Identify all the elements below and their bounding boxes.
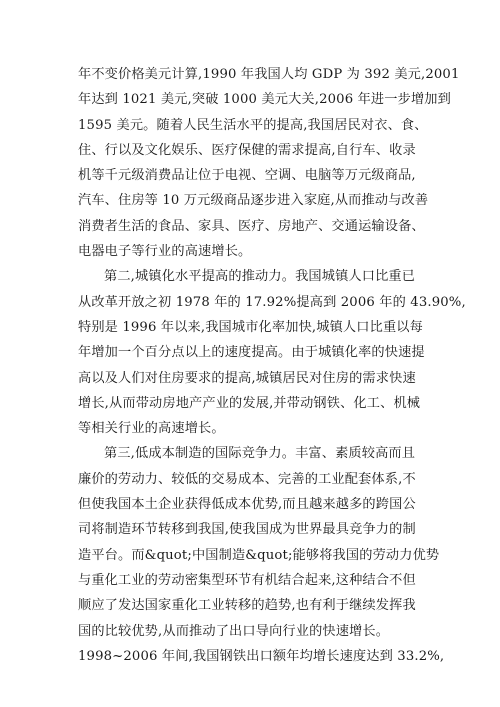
text-line: 与重化工业的劳动密集型环节有机结合起来,这种结合不但 [78,572,416,588]
text-line: 住、行以及文化娱乐、医疗保健的需求提高,自行车、收录 [78,142,416,158]
text-line: 造平台。而&quot;中国制造&quot;能够将我国的劳动力优势 [78,547,440,563]
text-line: 高以及人们对住房要求的提高,城镇居民对住房的需求快速 [78,370,416,386]
text-line: 但使我国本土企业获得低成本优势,而且越来越多的跨国公 [78,497,416,513]
paragraph-first-line: 第三,低成本制造的国际竞争力。丰富、素质较高而且 [104,446,416,462]
text-line: 机等千元级消费品让位于电视、空调、电脑等万元级商品, [78,168,416,184]
text-line: 廉价的劳动力、较低的交易成本、完善的工业配套体系,不 [78,471,416,487]
text-line: 特别是 1996 年以来,我国城市化率加快,城镇人口比重以每 [78,319,423,335]
text-line: 年不变价格美元计算,1990 年我国人均 GDP 为 392 美元,2001 [78,67,460,82]
body-text [78,62,466,669]
text-line: 等相关行业的高速增长。 [78,421,225,437]
text-line: 电器电子等行业的高速增长。 [78,244,252,260]
text-line: 1998~2006 年间,我国钢铁出口额年均增长速度达到 33.2%, [78,648,445,664]
text-line: 增长,从而带动房地产产业的发展,并带动钢铁、化工、机械 [78,395,421,411]
paragraph-first-line: 第二,城镇化水平提高的推动力。我国城镇人口比重已 [104,269,416,285]
text-line: 1595 美元。随着人民生活水平的提高,我国居民对衣、食、 [78,117,428,133]
text-line: 顺应了发达国家重化工业转移的趋势,也有利于继续发挥我 [78,598,416,614]
text-line: 年增加一个百分点以上的速度提高。由于城镇化率的快速提 [78,345,425,361]
text-line: 汽车、住房等 10 万元级商品逐步进入家庭,从而推动与改善 [78,193,429,209]
text-line: 年达到 1021 美元,突破 1000 美元大关,2006 年进一步增加到 [78,92,451,108]
text-line: 消费者生活的食品、家具、医疗、房地产、交通运输设备、 [78,218,425,234]
text-line: 司将制造环节转移到我国,使我国成为世界最具竞争力的制 [78,522,416,538]
text-line: 国的比较优势,从而推动了出口导向行业的快速增长。 [78,623,390,639]
text-line: 从改革开放之初 1978 年的 17.92%提高到 2006 年的 43.90%, [78,294,466,310]
